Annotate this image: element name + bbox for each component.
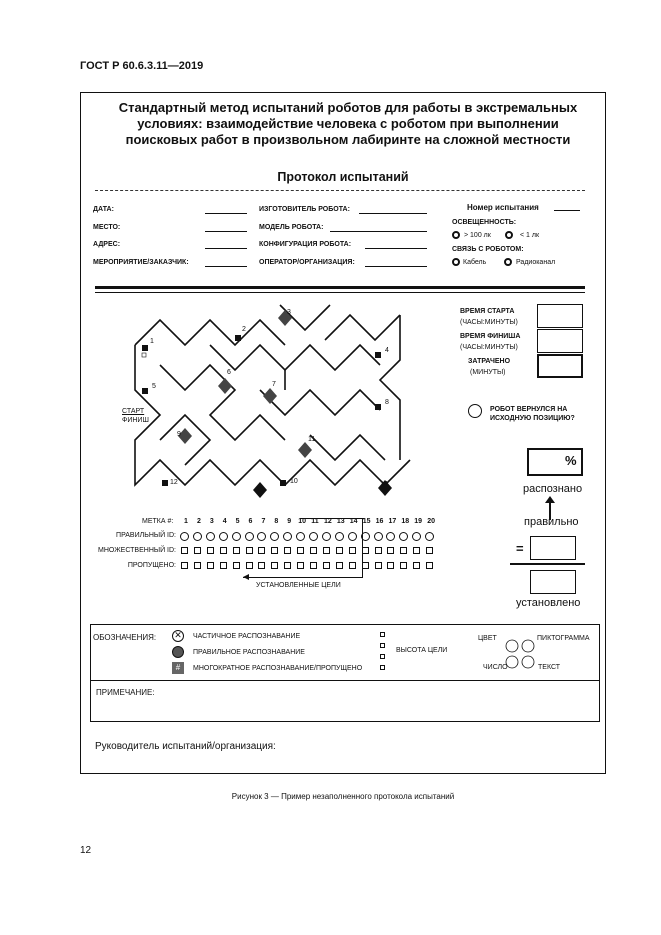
spent-time-unit: (МИНУТЫ) (470, 369, 506, 376)
grid-number: 3 (209, 518, 214, 525)
grid-number: 18 (401, 518, 410, 525)
height-square-2 (380, 643, 385, 648)
missed-square[interactable] (207, 562, 214, 569)
grid-number: 20 (427, 518, 435, 525)
partial-icon: ✕ (172, 630, 184, 642)
multi-id-square[interactable] (426, 547, 433, 554)
multi-id-square[interactable] (387, 547, 394, 554)
spent-time-label: ЗАТРАЧЕНО (468, 358, 511, 365)
legend-partial: ЧАСТИЧНОЕ РАСПОЗНАВАНИЕ (193, 633, 301, 640)
multi-id-square[interactable] (349, 547, 356, 554)
multi-id-square[interactable] (181, 547, 188, 554)
maze-target-7 (263, 381, 277, 404)
start-label: СТАРТ (122, 408, 145, 415)
maze-target-5 (142, 383, 156, 394)
row-correct-label: ПРАВИЛЬНЫЙ ID: (116, 532, 176, 539)
correct-id-circle[interactable] (348, 532, 357, 541)
maze-wall-inner-3 (260, 390, 380, 415)
svg-text:9: 9 (177, 431, 181, 438)
installed-arrow-icon (243, 574, 249, 580)
multi-id-square[interactable] (258, 547, 265, 554)
missed-square[interactable] (233, 562, 240, 569)
missed-square[interactable] (400, 562, 407, 569)
maze-target-12 (162, 479, 178, 486)
grid-number: 16 (375, 518, 384, 525)
address-label: АДРЕС: (93, 241, 121, 248)
height-square-1 (380, 632, 385, 637)
grid-number: 2 (196, 518, 201, 525)
correct-id-circle[interactable] (374, 532, 383, 541)
lux-high-label: > 100 лк (464, 232, 491, 239)
returned-label: РОБОТ ВЕРНУЛСЯ НА ИСХОДНУЮ ПОЗИЦИЮ? (490, 406, 575, 422)
legend-color: ЦВЕТ (478, 635, 497, 642)
missed-square[interactable] (426, 562, 433, 569)
grid-number: 12 (323, 518, 332, 525)
document-header: ГОСТ Р 60.6.3.11—2019 (80, 60, 204, 72)
figure-caption: Рисунок 3 — Пример незаполненного протокола испытаний (231, 792, 455, 801)
maze-target-4 (375, 347, 389, 358)
correct-id-circle[interactable] (335, 532, 344, 541)
note-label: ПРИМЕЧАНИЕ: (96, 688, 155, 697)
cable-label: Кабель (463, 259, 487, 266)
missed-square[interactable] (297, 562, 304, 569)
radio-link-label: Радиоканал (516, 259, 556, 266)
maze-target-2 (235, 326, 246, 341)
lux-high-radio[interactable] (452, 231, 460, 239)
date-line[interactable] (205, 206, 247, 214)
maze-wall-inner-1 (160, 365, 285, 440)
correct-count-box[interactable] (530, 536, 576, 560)
grid-header: МЕТКА #: (142, 518, 174, 525)
maze-target-9 (177, 428, 192, 444)
svg-text:6: 6 (227, 369, 231, 376)
returned-checkbox[interactable] (468, 404, 482, 418)
address-line[interactable] (205, 241, 247, 249)
finish-label: ФИНИШ (122, 417, 149, 424)
missed-square[interactable] (246, 562, 253, 569)
missed-square[interactable] (258, 562, 265, 569)
legend-height: ВЫСОТА ЦЕЛИ (396, 647, 448, 654)
finish-time-unit: (ЧАСЫ:МИНУТЫ) (460, 344, 518, 351)
correct-id-circle[interactable] (206, 532, 215, 541)
row-missed-label: ПРОПУЩЕНО: (127, 562, 176, 569)
svg-text:7: 7 (272, 381, 276, 388)
thin-separator (95, 292, 585, 293)
finish-time-box[interactable] (537, 329, 583, 353)
maze-target-6 (218, 369, 232, 394)
page-number: 12 (80, 845, 92, 856)
maze-diagram (130, 300, 430, 510)
maze-wall-top-left (135, 320, 285, 345)
maze-target-1 (142, 338, 154, 357)
multi-id-square[interactable] (413, 547, 420, 554)
lux-low-radio[interactable] (505, 231, 513, 239)
svg-text:14: 14 (380, 481, 388, 488)
multi-icon: # (172, 662, 184, 674)
correct-id-circle[interactable] (219, 532, 228, 541)
recognized-label: распознано (523, 483, 583, 495)
place-line[interactable] (205, 224, 247, 232)
start-time-box[interactable] (537, 304, 583, 328)
multi-id-square[interactable] (284, 547, 291, 554)
protocol-subtitle: Протокол испытаний (277, 170, 409, 184)
maze-target-14 (378, 480, 392, 496)
legend-correct: ПРАВИЛЬНОЕ РАСПОЗНАВАНИЕ (193, 649, 305, 656)
maze-target-13 (253, 482, 267, 498)
operator-label: ОПЕРАТОР/ОРГАНИЗАЦИЯ: (259, 259, 355, 266)
svg-text:11: 11 (308, 436, 316, 443)
correct-icon (172, 646, 184, 658)
percent-sign: % (565, 453, 577, 468)
grid-number: 19 (414, 518, 423, 525)
installed-arrow-line (300, 518, 364, 519)
grid-number: 4 (222, 518, 227, 525)
svg-text:2: 2 (242, 326, 246, 333)
svg-text:8: 8 (385, 399, 389, 406)
equals-sign: = (516, 541, 524, 556)
grid-number: 10 (298, 518, 306, 525)
place-label: МЕСТО: (93, 224, 121, 231)
placed-count-box[interactable] (530, 570, 576, 594)
model-label: МОДЕЛЬ РОБОТА: (259, 224, 324, 231)
missed-square[interactable] (387, 562, 394, 569)
maze-svg (130, 300, 430, 510)
lighting-label: ОСВЕЩЕННОСТЬ: (452, 219, 517, 226)
model-line[interactable] (330, 224, 427, 232)
installed-label: УСТАНОВЛЕННЫЕ ЦЕЛИ (256, 582, 341, 589)
svg-text:4: 4 (385, 347, 389, 354)
maze-wall-inner-2 (210, 345, 380, 370)
lux-low-label: < 1 лк (520, 232, 540, 239)
config-label: КОНФИГУРАЦИЯ РОБОТА: (259, 241, 352, 248)
protocol-title: Стандартный метод испытаний роботов для работы в экстремальных условиях: взаимодействие человека с роботом при выполнении поисковых работ в произвольном лабиринте на сложной местности (118, 100, 578, 147)
svg-text:5: 5 (152, 383, 156, 390)
finish-time-label: ВРЕМЯ ФИНИША (460, 333, 521, 340)
legend-pictogram: ПИКТОГРАММА (537, 635, 590, 642)
multi-id-square[interactable] (336, 547, 343, 554)
legend-number: ЧИСЛО (483, 664, 508, 671)
installed-line (243, 577, 363, 578)
grid-number: 14 (349, 518, 358, 525)
orientation-icon (504, 638, 536, 675)
svg-text:13: 13 (256, 487, 264, 494)
grid-number: 8 (274, 518, 279, 525)
grid-number: 6 (248, 518, 253, 525)
legend-title: ОБОЗНАЧЕНИЯ: (93, 633, 157, 642)
placed-label: установлено (516, 597, 581, 609)
height-square-4 (380, 665, 385, 670)
correct-id-circle[interactable] (193, 532, 202, 541)
multi-id-square[interactable] (233, 547, 240, 554)
missed-square[interactable] (323, 562, 330, 569)
svg-text:3: 3 (287, 309, 291, 316)
supervisor-label: Руководитель испытаний/организация: (95, 741, 276, 752)
grid-number: 15 (362, 518, 371, 525)
arrow-up-icon (545, 496, 555, 503)
height-square-3 (380, 654, 385, 659)
missed-square[interactable] (194, 562, 201, 569)
multi-id-square[interactable] (297, 547, 304, 554)
correct-label: правильно (524, 516, 579, 528)
missed-square[interactable] (375, 562, 382, 569)
correct-id-circle[interactable] (322, 532, 331, 541)
missed-square[interactable] (349, 562, 356, 569)
grid-number: 7 (261, 518, 266, 525)
grid-number: 17 (388, 518, 397, 525)
multi-id-square[interactable] (310, 547, 317, 554)
correct-id-circle[interactable] (232, 532, 241, 541)
missed-square[interactable] (413, 562, 420, 569)
installed-vertical (362, 519, 363, 577)
grid-number: 13 (336, 518, 345, 525)
missed-square[interactable] (220, 562, 227, 569)
multi-id-square[interactable] (220, 547, 227, 554)
test-number-label: Номер испытания (467, 203, 539, 212)
missed-square[interactable] (181, 562, 188, 569)
operator-line[interactable] (365, 259, 427, 267)
missed-square[interactable] (271, 562, 278, 569)
multi-id-square[interactable] (323, 547, 330, 554)
maker-line[interactable] (359, 206, 427, 214)
link-label: СВЯЗЬ С РОБОТОМ: (452, 246, 524, 253)
event-label: МЕРОПРИЯТИЕ/ЗАКАЗЧИК: (93, 259, 189, 266)
maker-label: ИЗГОТОВИТЕЛЬ РОБОТА: (259, 206, 350, 213)
dashed-divider (95, 190, 585, 191)
grid-number: 5 (235, 518, 240, 525)
multi-id-square[interactable] (246, 547, 253, 554)
config-line[interactable] (365, 241, 427, 249)
row-multi-label: МНОЖЕСТВЕННЫЙ ID: (98, 547, 176, 554)
legend-text: ТЕКСТ (538, 664, 561, 671)
legend-separator (90, 680, 600, 681)
multi-id-square[interactable] (194, 547, 201, 554)
cable-radio[interactable] (452, 258, 460, 266)
maze-target-3 (278, 309, 292, 326)
maze-target-8 (375, 399, 389, 410)
missed-square[interactable] (310, 562, 317, 569)
maze-target-11 (298, 436, 315, 458)
date-label: ДАТА: (93, 206, 114, 213)
svg-text:12: 12 (170, 479, 178, 486)
correct-id-circle[interactable] (245, 532, 254, 541)
grid-number: 9 (287, 518, 292, 525)
thick-separator (95, 286, 585, 289)
grid-number: 11 (311, 518, 319, 525)
maze-wall-right (380, 315, 400, 460)
grid-number: 1 (184, 518, 188, 525)
svg-text:10: 10 (290, 478, 298, 485)
missed-square[interactable] (336, 562, 343, 569)
legend-multi: МНОГОКРАТНОЕ РАСПОЗНАВАНИЕ/ПРОПУЩЕНО (193, 665, 363, 672)
multi-id-square[interactable] (207, 547, 214, 554)
radio-link-radio[interactable] (504, 258, 512, 266)
multi-id-square[interactable] (375, 547, 382, 554)
start-time-label: ВРЕМЯ СТАРТА (460, 308, 515, 315)
missed-square[interactable] (284, 562, 291, 569)
maze-wall-inner-5 (310, 435, 385, 460)
event-line[interactable] (205, 259, 247, 267)
correct-id-circle[interactable] (309, 532, 318, 541)
start-time-unit: (ЧАСЫ:МИНУТЫ) (460, 319, 518, 326)
multi-id-square[interactable] (271, 547, 278, 554)
maze-wall-bottom (135, 345, 410, 485)
test-number-line[interactable] (554, 203, 580, 211)
fraction-line (510, 563, 585, 565)
correct-id-circle[interactable] (180, 532, 189, 541)
multi-id-square[interactable] (400, 547, 407, 554)
spent-time-box[interactable] (537, 354, 583, 378)
svg-text:1: 1 (150, 338, 154, 345)
maze-wall-top-right (325, 315, 400, 340)
